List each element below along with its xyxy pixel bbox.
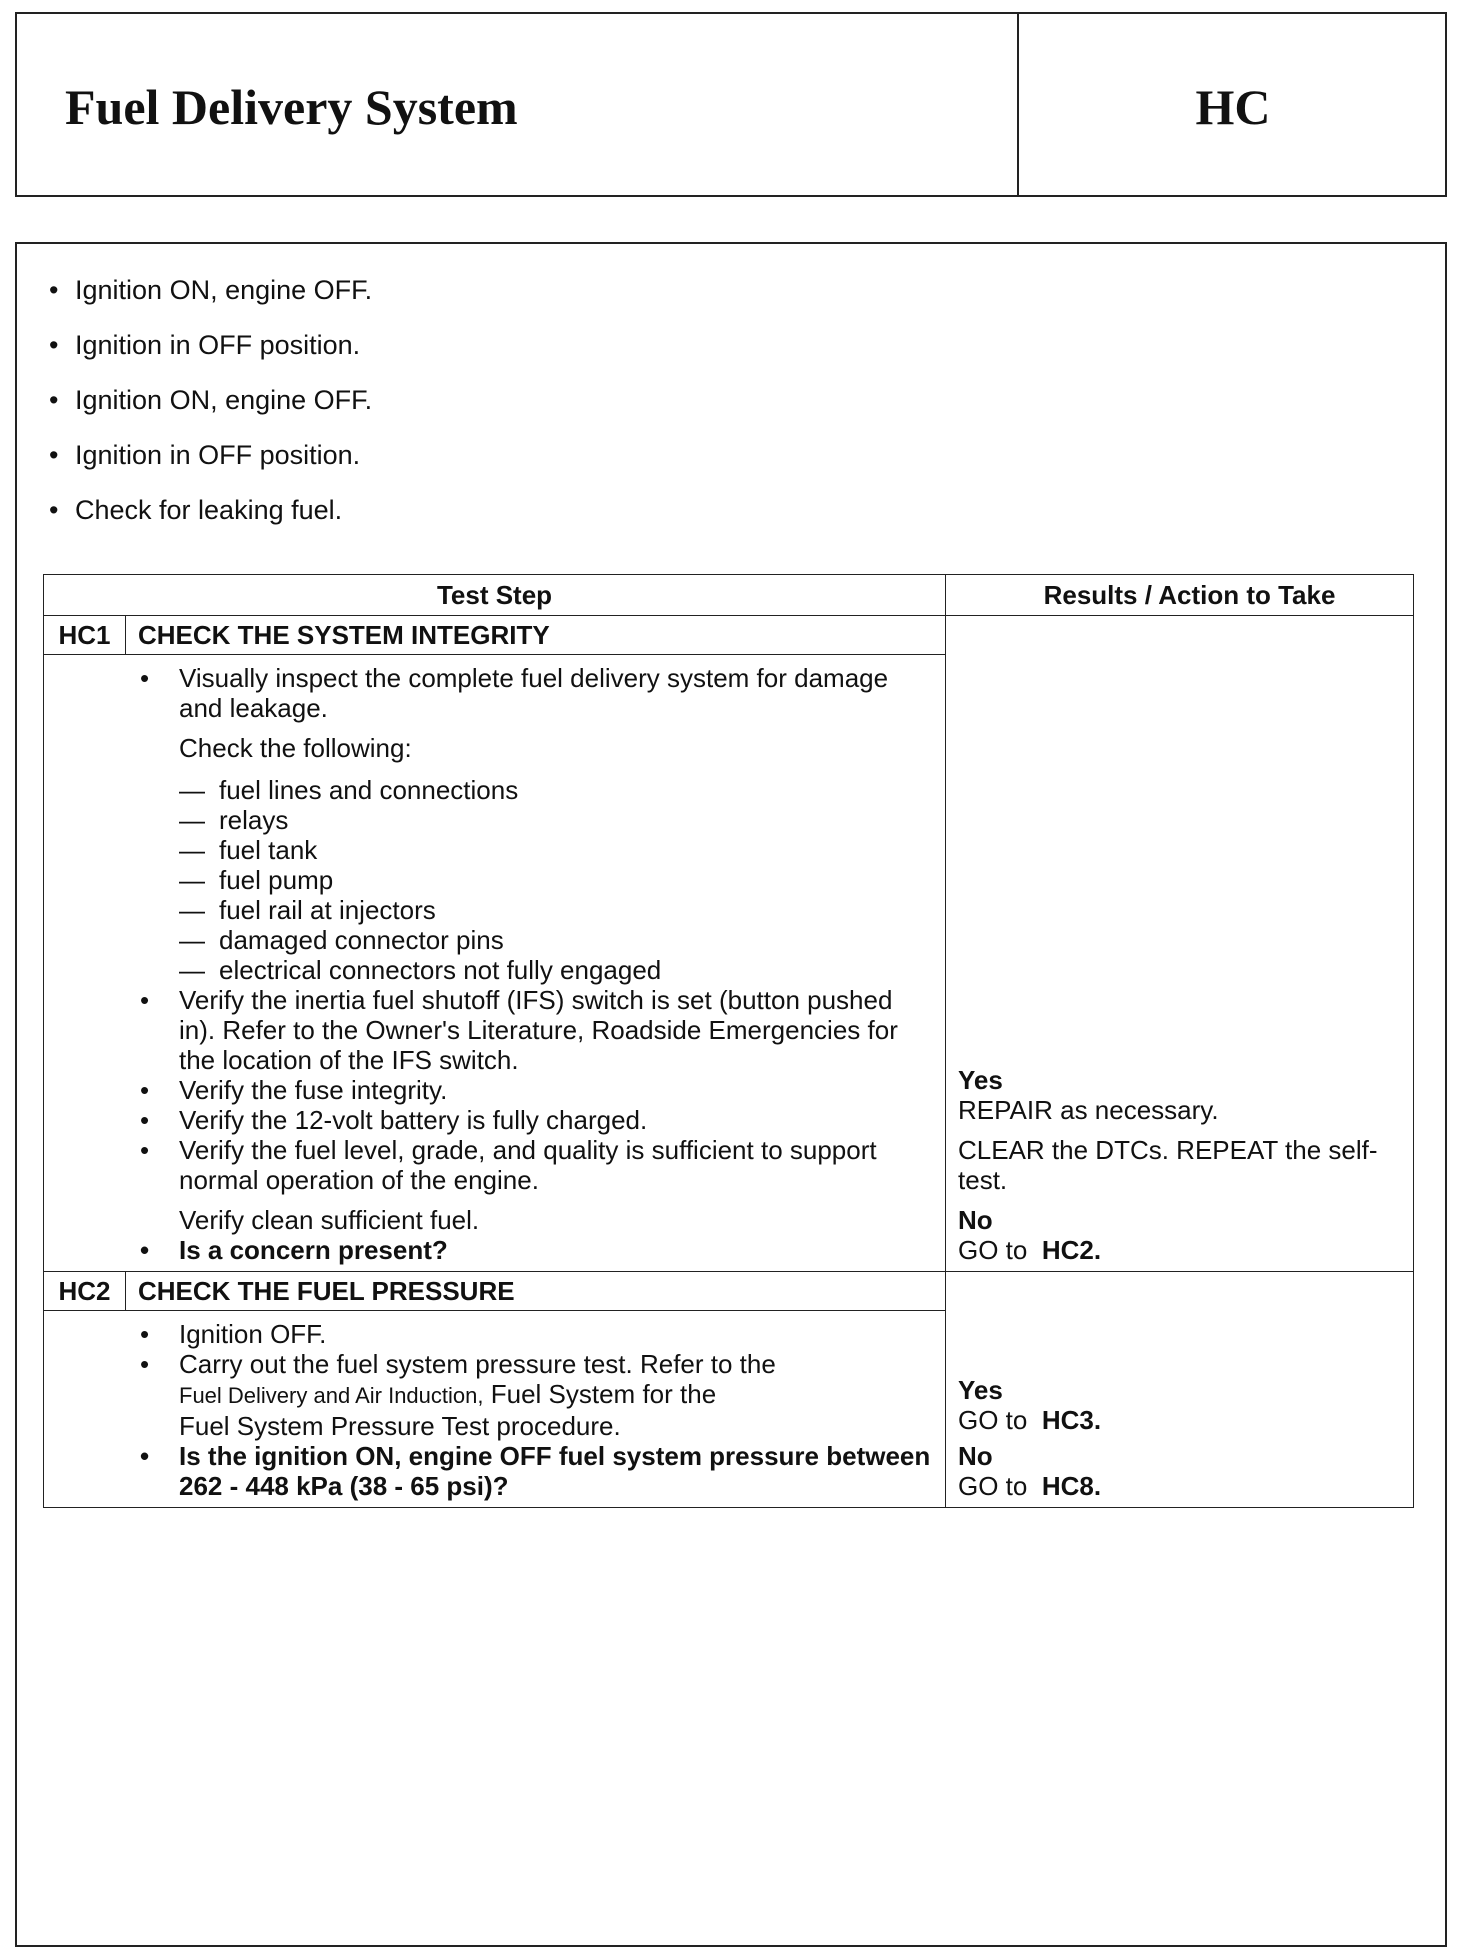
step-title-hc1: CHECK THE SYSTEM INTEGRITY [126, 616, 946, 655]
result-no-action: GO to HC8. [958, 1471, 1102, 1501]
result-yes-label: Yes [958, 1375, 1003, 1405]
checklist-item: — fuel tank [179, 835, 318, 865]
instruction-item: • Carry out the fuel system pressure test. Refer to the Fuel Delivery and Air Induction, Fuel System for the Fuel System Pressure Test procedure. [140, 1349, 776, 1441]
step-title-hc2: CHECK THE FUEL PRESSURE [126, 1272, 946, 1311]
instruction-item: • Ignition OFF. [140, 1319, 327, 1349]
condition-item: • Check for leaking fuel. [49, 495, 343, 525]
checklist-item: — fuel rail at injectors [179, 895, 436, 925]
col-test-step: Test Step [44, 575, 946, 616]
col-results: Results / Action to Take [946, 575, 1414, 616]
instruction-item: • Verify the 12-volt battery is fully charged. [140, 1105, 648, 1135]
goto-link[interactable]: HC2. [1041, 1235, 1102, 1265]
result-no-label: No [958, 1441, 993, 1471]
step-code-hc1: HC1 [44, 616, 126, 655]
results-hc2 [946, 1272, 1414, 1508]
goto-link[interactable]: HC3. [1041, 1405, 1102, 1435]
step-hc1-title-row [44, 616, 1414, 655]
condition-item: • Ignition in OFF position. [49, 440, 361, 470]
result-yes-label: Yes [958, 1065, 1003, 1095]
checklist-item: — damaged connector pins [179, 925, 504, 955]
result-yes-action: GO to HC3. [958, 1405, 1102, 1435]
result-yes-action-2: CLEAR the DTCs. REPEAT the self-test. [958, 1135, 1378, 1195]
page-header [15, 12, 1447, 197]
results-hc1 [946, 616, 1414, 1272]
instruction-question: • Is the ignition ON, engine OFF fuel system pressure between 262 - 448 kPa (38 - 65 psi)? [140, 1441, 931, 1501]
instruction-item: • Verify the inertia fuel shutoff (IFS) switch is set (button pushed in). Refer to the Owner's Literature, Roadside Emergencies for the location of the IFS switch. [140, 985, 898, 1075]
step-code-hc2: HC2 [44, 1272, 126, 1311]
step-body-hc2 [44, 1311, 946, 1508]
condition-item: • Ignition ON, engine OFF. [49, 385, 373, 415]
result-no-label: No [958, 1205, 993, 1235]
checklist-item: — fuel lines and connections [179, 775, 519, 805]
condition-item: • Ignition in OFF position. [49, 330, 361, 360]
checklist-item: — fuel pump [179, 865, 334, 895]
checklist-item: — electrical connectors not fully engaged [179, 955, 662, 985]
result-no-action: GO to HC2. [958, 1235, 1102, 1265]
condition-item: • Ignition ON, engine OFF. [49, 275, 373, 305]
instruction-question: • Is a concern present? [140, 1235, 448, 1265]
checklist-item: — relays [179, 805, 289, 835]
result-yes-action: REPAIR as necessary. [958, 1095, 1219, 1125]
instruction-text: Check the following: [179, 733, 412, 763]
instruction-item: • Verify the fuse integrity. [140, 1075, 448, 1105]
conditions-list [49, 274, 372, 549]
page-title: Fuel Delivery System [65, 79, 518, 135]
instruction-text: Verify clean sufficient fuel. [179, 1205, 480, 1235]
step-hc2-title-row [44, 1272, 1414, 1311]
step-body-hc1 [44, 655, 946, 1272]
table-header-row [44, 575, 1414, 616]
instruction-item: • Verify the fuel level, grade, and quality is sufficient to support normal operation of the engine. [140, 1135, 877, 1195]
test-step-table [43, 574, 1414, 1508]
goto-link[interactable]: HC8. [1041, 1471, 1102, 1501]
content-panel [15, 242, 1447, 1947]
section-code: HC [1195, 79, 1271, 135]
instruction-item: • Visually inspect the complete fuel delivery system for damage and leakage. [140, 663, 889, 723]
